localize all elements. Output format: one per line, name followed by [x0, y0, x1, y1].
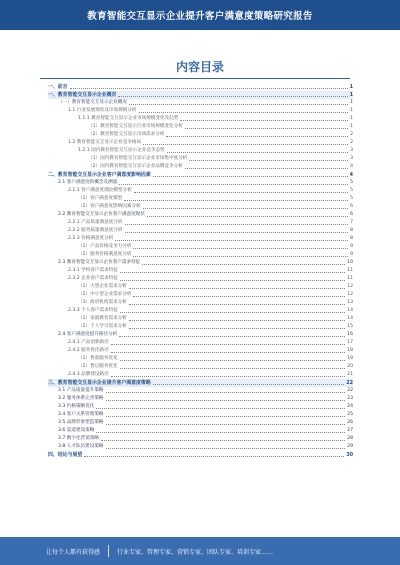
- toc-leader-dots: [120, 280, 345, 281]
- toc-entry-title: 2.1.1 客户满意度理论模型分析: [68, 188, 132, 193]
- toc-entry-title: （1）产品价格竞争力分析: [78, 244, 132, 249]
- toc-page-number: 23: [347, 396, 353, 401]
- toc-page-number: 13: [347, 300, 353, 305]
- toc-leader-dots: [166, 136, 348, 137]
- toc-page-number: 29: [347, 444, 353, 449]
- toc-entry-title: 3.4 客户关系管理策略: [58, 412, 104, 417]
- toc-entry[interactable]: [48, 171, 353, 179]
- toc-page-number: 2: [350, 140, 353, 145]
- toc-entry-title: （一）教育智能交互显示企业概况: [58, 100, 127, 105]
- toc-entry[interactable]: [48, 291, 353, 299]
- toc-entry-title: 二、教育智能交互显示企业客户满意度影响因素: [48, 172, 151, 178]
- report-title: 教育智能交互显示企业提升客户满意度策略研究报告: [87, 11, 313, 22]
- toc-entry-title: 2.3 教育智能交互显示企业客户需求特征: [58, 260, 141, 265]
- toc-entry[interactable]: [48, 283, 353, 291]
- toc-page-number: 4: [349, 172, 353, 178]
- toc-entry[interactable]: [48, 115, 353, 123]
- toc-leader-dots: [185, 128, 348, 129]
- toc-leader-dots: [106, 400, 346, 401]
- toc-leader-dots: [115, 240, 348, 241]
- toc-entry[interactable]: [48, 411, 353, 419]
- toc-leader-dots: [189, 160, 348, 161]
- toc-entry[interactable]: [48, 339, 353, 347]
- toc-entry-title: （1）客户满意度模型: [78, 196, 123, 201]
- footer-divider: [108, 545, 109, 557]
- toc-entry-title: 1.1 行业发展现状及市场规模分析: [68, 108, 137, 113]
- toc-entry-title: （2）售后服务优化: [78, 364, 118, 369]
- toc-entry-title: 三、教育智能交互显示企业提升客户满意度策略: [48, 380, 151, 386]
- toc-page-number: 26: [347, 420, 353, 425]
- toc-page-number: 8: [350, 228, 353, 233]
- toc-entry[interactable]: [48, 235, 353, 243]
- toc-leader-dots: [129, 328, 345, 329]
- toc-page-number: 5: [350, 196, 353, 201]
- toc-entry[interactable]: [48, 155, 353, 163]
- toc-entry-title: （2）客户满意度影响因素分析: [78, 204, 141, 209]
- toc-leader-dots: [111, 344, 345, 345]
- toc-page-number: 1: [350, 108, 353, 113]
- toc-page-number: 22: [346, 380, 353, 386]
- footer-experts: 行业专家、管理专家、营销专家、团队专家、培训专家……: [117, 548, 274, 556]
- toc-entry[interactable]: [48, 83, 353, 91]
- toc-entry[interactable]: [48, 323, 353, 331]
- toc-leader-dots: [185, 168, 348, 169]
- toc-entry-title: 2.2.2 服务质量满意度分析: [68, 228, 123, 233]
- toc-entry[interactable]: [48, 347, 353, 355]
- toc-leader-dots: [180, 120, 348, 121]
- toc-page-number: 3: [350, 156, 353, 161]
- toc-page-number: 5: [350, 180, 353, 185]
- toc-leader-dots: [129, 104, 348, 105]
- toc-entry-title: （3）政府机构需求分析: [78, 300, 127, 305]
- toc-page-number: 9: [350, 252, 353, 257]
- toc-entry-title: 1.2.1 国内教育智能交互显示企业竞争态势: [78, 148, 165, 153]
- toc-entry[interactable]: [48, 307, 353, 315]
- toc-page-number: 5: [350, 188, 353, 193]
- toc-leader-dots: [124, 200, 348, 201]
- toc-entry-title: （2）个人学习需求分析: [78, 324, 127, 329]
- toc-leader-dots: [129, 304, 345, 305]
- toc-leader-dots: [120, 360, 345, 361]
- toc-entry[interactable]: [48, 163, 353, 171]
- toc-leader-dots: [129, 288, 345, 289]
- toc-page-number: 20: [347, 364, 353, 369]
- toc-entry[interactable]: [48, 451, 353, 459]
- toc-leader-dots: [125, 232, 349, 233]
- toc-entry[interactable]: [48, 331, 353, 339]
- toc-page-number: 21: [347, 372, 353, 377]
- toc-page-number: 18: [347, 348, 353, 353]
- toc-entry-title: （1）家庭教育需求分析: [78, 316, 127, 321]
- toc-entry[interactable]: [48, 427, 353, 435]
- toc-entry-title: 2.4.3 品牌建设路径: [68, 372, 109, 377]
- toc-page-number: 4: [350, 164, 353, 169]
- toc-entry-title: 一、教育智能交互显示企业概况: [48, 92, 117, 98]
- toc-entry-title: 2.3.1 学校客户需求特征: [68, 268, 118, 273]
- toc-leader-dots: [111, 352, 345, 353]
- toc-entry-title: （2）中小型企业需求分析: [78, 292, 132, 297]
- toc-entry[interactable]: [48, 299, 353, 307]
- toc-page-number: 1: [350, 124, 353, 129]
- toc-entry[interactable]: [48, 131, 353, 139]
- toc-entry-title: 2.4 客户满意度提升路径分析: [58, 332, 118, 337]
- toc-entry[interactable]: [48, 355, 353, 363]
- toc-page-number: 3: [350, 148, 353, 153]
- toc-page-number: 11: [347, 268, 353, 273]
- toc-leader-dots: [142, 264, 345, 265]
- toc-leader-dots: [106, 416, 346, 417]
- toc-divider: [40, 78, 350, 79]
- toc-entry[interactable]: [48, 403, 353, 411]
- toc-entry[interactable]: [48, 259, 353, 267]
- toc-page-number: 7: [350, 220, 353, 225]
- toc-entry-title: （1）售前服务优化: [78, 356, 118, 361]
- toc-entry-title: 四、结论与展望: [48, 452, 83, 458]
- toc-entry-title: 3.3 价格策略优化: [58, 404, 95, 409]
- toc-entry[interactable]: [48, 275, 353, 283]
- toc-entry[interactable]: [48, 443, 353, 451]
- toc-leader-dots: [153, 384, 344, 385]
- toc-entry[interactable]: [48, 395, 353, 403]
- toc-entry-title: 2.2.1 产品质量满意度分析: [68, 220, 123, 225]
- toc-leader-dots: [143, 144, 348, 145]
- toc-leader-dots: [120, 312, 345, 313]
- toc-entry-title: 1.1.1 教育智能交互显示企业市场规模变化及趋势: [78, 116, 179, 121]
- toc-entry[interactable]: [48, 99, 353, 107]
- toc-entry-title: 3.2 服务体系完善策略: [58, 396, 104, 401]
- toc-entry-title: 3.8 人才队伍建设策略: [58, 444, 104, 449]
- toc-entry-title: （1）大型企业需求分析: [78, 284, 127, 289]
- toc-leader-dots: [111, 376, 345, 377]
- toc-entry-title: 1.2 教育智能交互显示企业竞争格局: [68, 140, 142, 145]
- toc-entry-title: 2.3.2 企业客户需求特征: [68, 276, 118, 281]
- toc-page-number: 1: [350, 100, 353, 105]
- toc-entry[interactable]: [48, 227, 353, 235]
- toc-entry-title: 3.5 品牌形象塑造策略: [58, 420, 104, 425]
- toc-page-number: 27: [347, 428, 353, 433]
- toc-entry-title: （1）国内教育智能交互显示企业市场集中度分析: [88, 156, 188, 161]
- toc-page-number: 15: [347, 324, 353, 329]
- toc-entry[interactable]: [48, 387, 353, 395]
- toc-entry-title: 一、前言: [48, 84, 68, 90]
- toc-leader-dots: [143, 208, 348, 209]
- toc-page-number: 24: [347, 404, 353, 409]
- toc-entry-title: （2）教育智能交互显示市场需求分析: [88, 132, 165, 137]
- toc-page-number: 30: [346, 452, 353, 458]
- toc-leader-dots: [133, 248, 348, 249]
- toc-entry[interactable]: [48, 243, 353, 251]
- toc-entry-title: 3.7 数字化营销策略: [58, 436, 99, 441]
- toc-entry[interactable]: [48, 203, 353, 211]
- toc-leader-dots: [84, 456, 344, 457]
- toc-entry[interactable]: [48, 195, 353, 203]
- toc-leader-dots: [133, 296, 345, 297]
- toc-leader-dots: [120, 368, 345, 369]
- toc-entry[interactable]: [48, 315, 353, 323]
- toc-page-number: 12: [347, 292, 353, 297]
- toc-leader-dots: [167, 152, 348, 153]
- toc-page-number: 12: [347, 284, 353, 289]
- toc-leader-dots: [129, 320, 345, 321]
- toc-entry-title: 2.4.1 产品创新路径: [68, 340, 109, 345]
- toc-entry[interactable]: [48, 147, 353, 155]
- toc-page-number: 22: [347, 388, 353, 393]
- toc-leader-dots: [134, 192, 348, 193]
- report-footer: [0, 537, 400, 565]
- toc-entry[interactable]: [48, 123, 353, 131]
- toc-entry[interactable]: [48, 139, 353, 147]
- toc-leader-dots: [101, 440, 345, 441]
- toc-leader-dots: [119, 184, 348, 185]
- toc-leader-dots: [96, 408, 345, 409]
- toc-leader-dots: [125, 224, 349, 225]
- toc-entry-title: 2.2 教育智能交互显示企业客户满意度现状: [58, 212, 145, 217]
- toc-page-number: 19: [347, 356, 353, 361]
- toc-entry[interactable]: [48, 187, 353, 195]
- toc-entry-title: （2）国内教育智能交互显示企业品牌竞争分析: [88, 164, 183, 169]
- toc-entry-title: 2.4.2 服务优化路径: [68, 348, 109, 353]
- toc-leader-dots: [70, 88, 348, 89]
- toc-page-number: 17: [347, 340, 353, 345]
- toc-page-number: 1: [349, 84, 353, 90]
- toc-leader-dots: [118, 96, 347, 97]
- toc-entry[interactable]: [48, 435, 353, 443]
- toc-leader-dots: [120, 272, 345, 273]
- toc-entry-title: 3.1 产品质量提升策略: [58, 388, 104, 393]
- toc-page-number: 16: [347, 332, 353, 337]
- toc-page-number: 28: [347, 436, 353, 441]
- toc-entry-title: （1）教育智能交互显示行业市场规模变化分析: [88, 124, 183, 129]
- toc-leader-dots: [147, 216, 348, 217]
- toc-leader-dots: [106, 448, 346, 449]
- toc-entry-title: 2.3.3 个人客户需求特征: [68, 308, 118, 313]
- toc-page-number: 6: [350, 212, 353, 217]
- toc-entry[interactable]: [48, 211, 353, 219]
- toc-page-number: 11: [347, 276, 353, 281]
- toc-page-number: 2: [350, 132, 353, 137]
- toc-leader-dots: [133, 256, 348, 257]
- toc-leader-dots: [106, 392, 346, 393]
- toc-entry[interactable]: [48, 179, 353, 187]
- toc-page-number: 9: [350, 244, 353, 249]
- toc-leader-dots: [119, 336, 345, 337]
- toc-heading: 内容目录: [175, 60, 224, 74]
- toc-entry[interactable]: [48, 107, 353, 115]
- toc-entry[interactable]: [48, 371, 353, 379]
- toc-leader-dots: [153, 176, 348, 177]
- toc-page-number: 1: [350, 116, 353, 121]
- toc-entry-title: 2.2.3 价格满意度分析: [68, 236, 114, 241]
- toc-leader-dots: [96, 432, 345, 433]
- toc-entry[interactable]: [48, 419, 353, 427]
- toc-entry[interactable]: [48, 251, 353, 259]
- toc-entry-title: （2）服务价格满意度分析: [78, 252, 132, 257]
- toc-page-number: 14: [347, 316, 353, 321]
- toc-page-number: 14: [347, 308, 353, 313]
- table-of-contents: [48, 83, 353, 459]
- toc-entry[interactable]: [48, 91, 353, 99]
- toc-leader-dots: [106, 424, 346, 425]
- toc-entry-title: 3.6 渠道建设策略: [58, 428, 95, 433]
- toc-entry[interactable]: [48, 379, 353, 387]
- toc-entry-title: 2.1 客户满意度的概念及测量: [58, 180, 118, 185]
- toc-page-number: 8: [350, 236, 353, 241]
- toc-entry[interactable]: [48, 219, 353, 227]
- toc-page-number: 25: [347, 412, 353, 417]
- toc-leader-dots: [139, 112, 349, 113]
- toc-entry[interactable]: [48, 267, 353, 275]
- report-header: [0, 0, 400, 30]
- toc-page-number: 1: [349, 92, 353, 98]
- footer-slogan: 让每个人都有获得感: [46, 548, 101, 556]
- toc-entry[interactable]: [48, 363, 353, 371]
- toc-page-number: 6: [350, 204, 353, 209]
- toc-page-number: 10: [347, 260, 353, 265]
